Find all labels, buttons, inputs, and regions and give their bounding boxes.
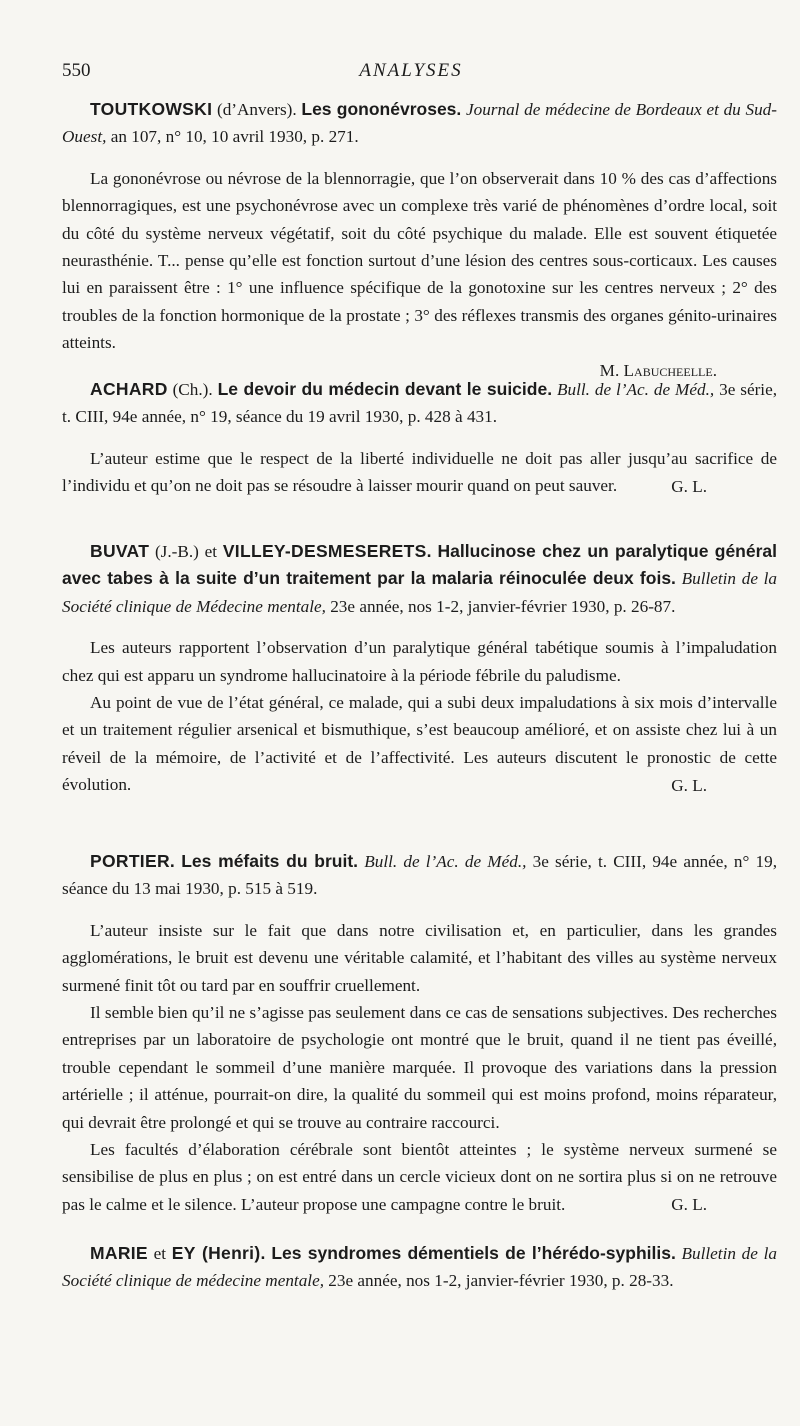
entry-achard [62, 376, 777, 500]
source-italic: Bull. de l’Ac. de Méd., [552, 380, 715, 399]
source-italic: Journal de médecine de Bordeaux et du Sud-Ouest, [62, 100, 777, 147]
source-details: 3e série, t. CIII, 94e année, n° 19, séance du 19 avril 1930, p. 428 à 431. [62, 380, 777, 427]
source-details: 3e série, t. CIII, 94e année, n° 19, séance du 13 mai 1930, p. 515 à 519. [62, 852, 778, 899]
abstract-paragraph: La gononévrose ou névrose de la blennorragie, que l’on observerait dans 10 % des cas d’affections blennorragiques, est une psychonévrose avec un complexe très varié de phénomènes d’ordre local, soit du côté du système nerveux végétatif, soit du côté psychique du malade. Elle est souvent étiquetée neurasthénie. T... pense qu’elle est fonction surtout d’une lésion des centres sous-corticaux. Les causes lui en paraissent être : 1° une influence spécifique de la gonotoxine sur les centres nerveux ; 2° des troubles de la fonction hormonique de la prostate ; 3° des réflexes transmis des organes génito-urinaires atteints. [62, 168, 777, 353]
author-extra: (J.-B.) et [149, 542, 223, 561]
author-name: PORTIER. [90, 851, 176, 871]
entry-heading [62, 96, 777, 151]
entry-toutkowski [62, 96, 777, 384]
entry-marie-ey [62, 1240, 777, 1295]
entry-heading [62, 1240, 777, 1295]
article-title: Les syndromes démentiels de l’hérédo-syphilis. [271, 1243, 676, 1263]
entry-heading [62, 538, 777, 620]
entry-heading [62, 376, 777, 431]
entry-portier [62, 848, 777, 1219]
abstract-paragraph: L’auteur estime que le respect de la liberté individuelle ne doit pas aller jusqu’au sacrifice de l’individu et qu’on ne doit pas se résoudre à laisser mourir quand on peut sauver. [62, 448, 777, 496]
article-title: Les méfaits du bruit. [181, 851, 359, 871]
author-extra: et [147, 1244, 172, 1263]
coauthor-name: EY (Henri). [171, 1243, 266, 1263]
coauthor-name: VILLEY-DESMESERETS. [222, 541, 432, 561]
reviewer-signature: G. L. [671, 775, 707, 795]
abstract-paragraph: Il semble bien qu’il ne s’agisse pas seulement dans ce cas de sensations subjectives. Des recherches entreprises par un laboratoire de psychologie ont montré que le bruit, quand il ne tient pas éveillé, trouble cependant le sommeil d’une manière marquée. Il provoque des variations dans la pression artérielle ; il atténue, pourrait-on dire, la qualité du sommeil qui est moins profond, moins réparateur, qui devrait être prolongé et qui se trouve au contraire raccourci. [62, 1003, 777, 1132]
source-italic: Bull. de l’Ac. de Méd., [358, 852, 527, 871]
source-italic: Bulletin de la Société clinique de médecine mentale, [62, 1244, 777, 1291]
author-name: ACHARD [90, 379, 168, 399]
abstract-paragraph: Au point de vue de l’état général, ce malade, qui a subi deux impaludations à six mois d’intervalle et un traitement régulier arsenical et bismuthique, s’est beaucoup amélioré, et on assiste chez lui à un réveil de la mémoire, de l’activité et de l’affectivité. Les auteurs discutent le pronostic de cette évolution. [62, 693, 777, 795]
source-italic: Bulletin de la Société clinique de Médecine mentale, [62, 569, 778, 616]
abstract-paragraph: Les auteurs rapportent l’observation d’un paralytique général tabétique soumis à l’impaludation chez qui est apparu un syndrome hallucinatoire à la période fébrile du paludisme. [62, 638, 777, 685]
article-title: Les gononévroses. [301, 99, 462, 119]
author-name: MARIE [90, 1243, 148, 1263]
author-extra: (Ch.). [167, 380, 218, 399]
entry-buvat [62, 538, 777, 799]
author-name: TOUTKOWSKI [90, 99, 213, 119]
author-name: BUVAT [90, 541, 150, 561]
reviewer-signature: G. L. [671, 476, 707, 496]
running-title: ANALYSES [359, 60, 463, 81]
source-details: an 107, n° 10, 10 avril 1930, p. 271. [106, 127, 359, 147]
source-details: 23e année, nos 1-2, janvier-février 1930, p. 26-87. [325, 596, 676, 616]
article-title: Le devoir du médecin devant le suicide. [217, 379, 553, 399]
abstract-paragraph: L’auteur insiste sur le fait que dans notre civilisation et, en particulier, dans les grandes agglomérations, le bruit est devenu une véritable calamité, et l’habitant des villes au système nerveux surmené finit tôt ou tard par en souffrir cruellement. [62, 920, 777, 995]
page-number: 550 [62, 60, 91, 81]
entry-heading [62, 848, 777, 903]
running-head [62, 60, 760, 90]
article-title: Hallucinose chez un paralytique général avec tabes à la suite d’un traitement par la malaria réinoculée deux fois. [62, 541, 778, 589]
source-details: 23e année, nos 1-2, janvier-février 1930, p. 28-33. [324, 1271, 674, 1291]
reviewer-signature: G. L. [671, 1195, 707, 1215]
reviewer-signature: M. Labucheelle. [599, 360, 717, 380]
abstract-paragraph: Les facultés d’élaboration cérébrale sont bientôt atteintes ; le système nerveux surmené se sensibilise de plus en plus ; on est entré dans un cercle vicieux dont on ne sortira plus si on ne retrouve pas le calme et le silence. L’auteur propose une campagne contre le bruit. [62, 1140, 777, 1214]
author-extra: (d’Anvers). [212, 100, 302, 119]
